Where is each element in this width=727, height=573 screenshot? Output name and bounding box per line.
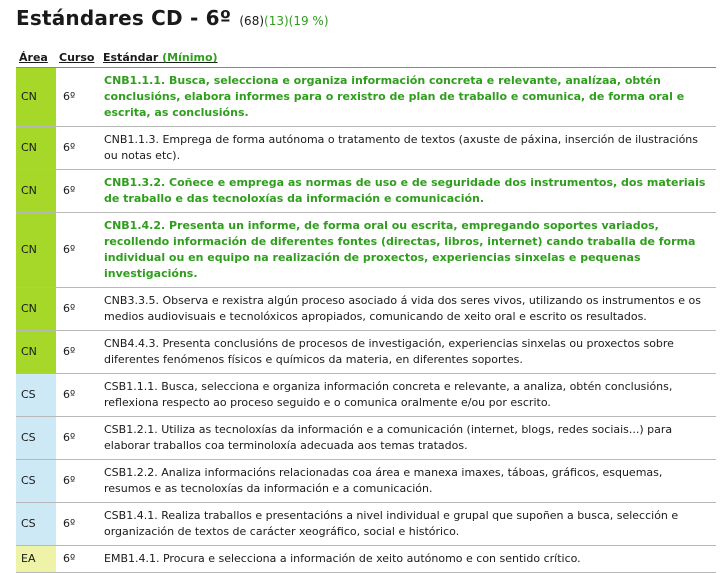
curso-cell: 6º (56, 127, 100, 170)
table-row (16, 503, 716, 546)
curso-cell: 6º (56, 213, 100, 288)
table-row (16, 288, 716, 331)
column-header-estandar-label[interactable]: Estándar (103, 51, 159, 64)
curso-cell: 6º (56, 170, 100, 213)
page-title (16, 6, 329, 30)
standard-cell-minimum: CNB1.4.2. Presenta un informe, de forma oral ou escrita, empregando soportes variados, recollendo información de diferentes fontes (directas, libros, internet) cando traballa de forma individual ou en equipo na realización de proxectos, experiencias sinxelas e pequenas investigacións. (100, 213, 716, 288)
standard-cell: CNB3.3.5. Observa e rexistra algún proceso asociado á vida dos seres vivos, utilizando os instrumentos e os medios audiovisuais e tecnolóxicos apropiados, comunicando de xeito oral e escrito os resultados. (100, 288, 716, 331)
curso-cell: 6º (56, 546, 100, 573)
area-cell: CS (16, 503, 56, 546)
area-cell: CN (16, 68, 56, 127)
standards-table-container (16, 45, 727, 573)
standard-cell-minimum: CNB1.3.2. Coñece e emprega as normas de uso e de seguridade dos instrumentos, dos materiais de traballo e das tecnoloxías da información e comunicación. (100, 170, 716, 213)
standard-cell: CNB1.1.3. Emprega de forma autónoma o tratamento de textos (axuste de páxina, inserción de ilustracións ou notas etc). (100, 127, 716, 170)
standard-cell: CSB1.2.2. Analiza informacións relacionadas coa área e manexa imaxes, táboas, gráficos, esquemas, resumos e as tecnoloxías da información e a comunicación. (100, 460, 716, 503)
column-header-area[interactable]: Área (16, 45, 56, 68)
title-text: Estándares CD - 6º (16, 6, 232, 30)
curso-cell: 6º (56, 417, 100, 460)
curso-cell: 6º (56, 460, 100, 503)
table-row (16, 331, 716, 374)
column-header-minimo: (Mínimo) (162, 51, 218, 64)
area-cell: CN (16, 170, 56, 213)
table-row (16, 127, 716, 170)
standard-cell: CNB4.4.3. Presenta conclusións de procesos de investigación, experiencias sinxelas ou proxectos sobre diferentes fenómenos físicos e químicos da materia, en diferentes soportes. (100, 331, 716, 374)
column-header-estandar[interactable] (100, 45, 716, 68)
area-cell: EA (16, 546, 56, 573)
table-header-row (16, 45, 716, 68)
table-row (16, 460, 716, 503)
standard-cell: CSB1.4.1. Realiza traballos e presentacións a nivel individual e grupal que supoñen a busca, selección e organización de textos de carácter xeográfico, social e histórico. (100, 503, 716, 546)
area-cell: CN (16, 288, 56, 331)
area-cell: CN (16, 127, 56, 170)
table-row (16, 417, 716, 460)
table-row (16, 68, 716, 127)
area-cell: CS (16, 460, 56, 503)
curso-cell: 6º (56, 288, 100, 331)
table-row (16, 170, 716, 213)
minimum-percent: (19 %) (288, 14, 329, 28)
area-cell: CN (16, 213, 56, 288)
column-header-curso[interactable]: Curso (56, 45, 100, 68)
total-count: (68) (239, 14, 265, 28)
area-cell: CS (16, 417, 56, 460)
curso-cell: 6º (56, 68, 100, 127)
table-row (16, 213, 716, 288)
standard-cell: CSB1.2.1. Utiliza as tecnoloxías da información e a comunicación (internet, blogs, redes sociais...) para elaborar traballos coa terminoloxía adecuada aos temas tratados. (100, 417, 716, 460)
curso-cell: 6º (56, 374, 100, 417)
area-cell: CS (16, 374, 56, 417)
table-row (16, 374, 716, 417)
standards-table (16, 45, 716, 573)
curso-cell: 6º (56, 503, 100, 546)
minimum-count: (13) (264, 14, 289, 28)
standard-cell: CSB1.1.1. Busca, selecciona e organiza información concreta e relevante, a analiza, obtén conclusións, reflexiona respecto ao proceso seguido e o comunica oralmente e/ou por escrito. (100, 374, 716, 417)
table-body (16, 68, 716, 573)
table-row (16, 546, 716, 573)
standard-cell-minimum: CNB1.1.1. Busca, selecciona e organiza información concreta e relevante, analízaa, obtén conclusións, elabora informes para o rexistro de plan de traballo e comunica, de forma oral e escrita, as conclusións. (100, 68, 716, 127)
curso-cell: 6º (56, 331, 100, 374)
area-cell: CN (16, 331, 56, 374)
standard-cell: EMB1.4.1. Procura e selecciona a información de xeito autónomo e con sentido crítico. (100, 546, 716, 573)
